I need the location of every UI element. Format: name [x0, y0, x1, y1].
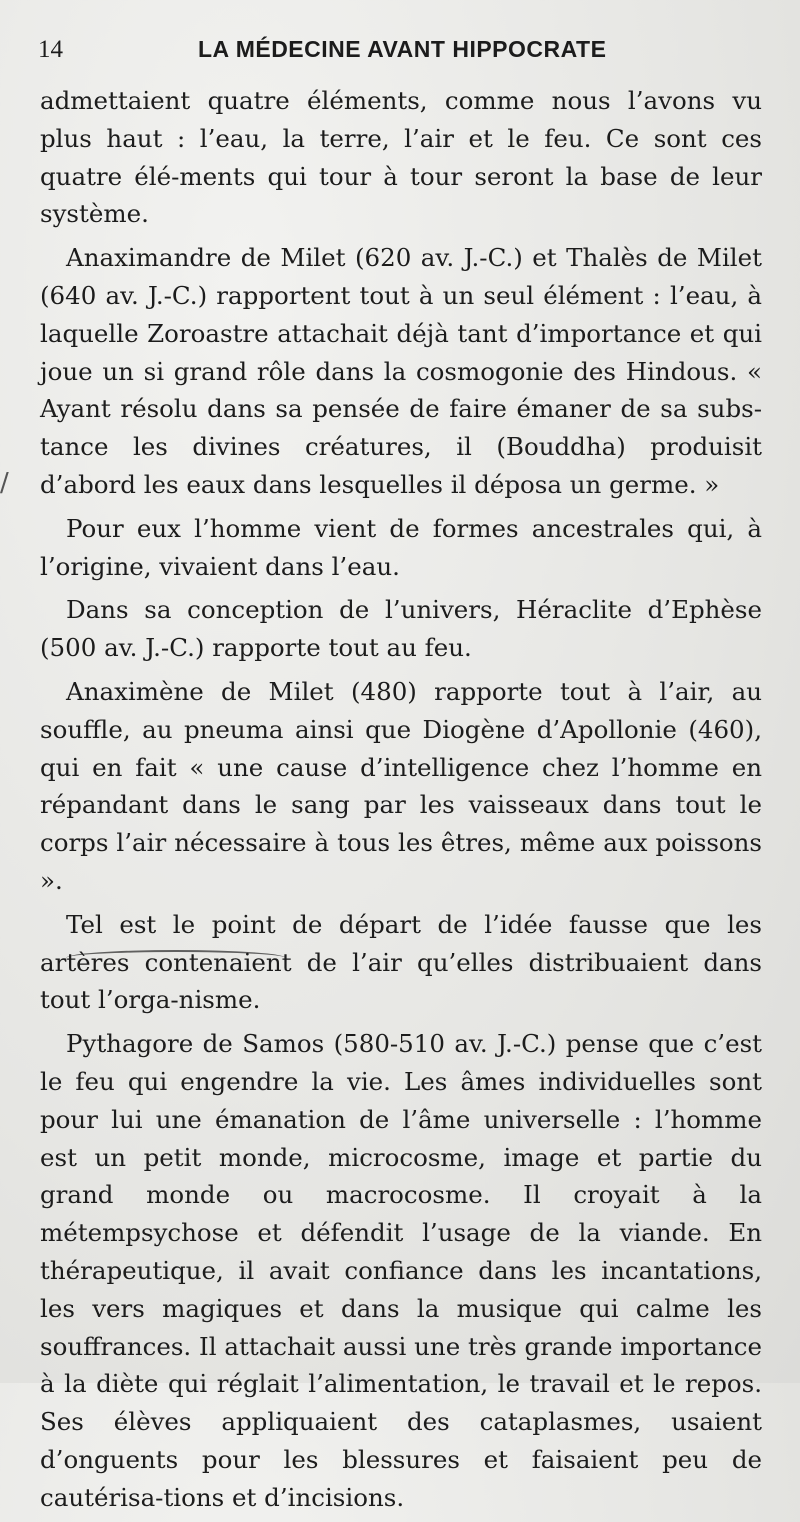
paragraph-7: Pythagore de Samos (580-510 av. J.-C.) pense que c’est le feu qui engendre la vie. Les âmes individuelles sont pour lui une émanation de l’âme universelle : l’homme est un petit monde, microcosme, image et partie du grand monde ou macrocosme. Il croyait à la métempsychose et défendit l’usage de la viande. En thérapeutique, il avait confiance dans les incantations, les vers magiques et dans la musique qui calme les souffrances. Il attachait aussi une très grande importance à la diète qui réglait l’alimentation, le travail et le repos. Ses élèves appliquaient des cataplasmes, usaient d’onguents pour les blessures et faisaient peu de cautérisa-tions et d’incisions.	[40, 1029, 762, 1512]
paragraph-2: Anaximandre de Milet (620 av. J.-C.) et Thalès de Milet (640 av. J.-C.) rapportent tout à un seul élément : l’eau, à laquelle Zoroastre attachait déjà tant d’importance et qui joue un si grand rôle dans la cosmogonie des Hindous. « Ayant résolu dans sa pensée de faire émaner de sa subs-tance les divines créatures, il (Bouddha) produisit d’abord les eaux dans lesquelles il déposa un germe. »	[40, 243, 762, 499]
margin-pencil-mark: /	[0, 468, 9, 498]
page-number: 14	[38, 36, 63, 63]
paragraph-4: Dans sa conception de l’univers, Héraclite d’Ephèse (500 av. J.-C.) rapporte tout au feu.	[40, 595, 762, 663]
page-header	[38, 34, 768, 68]
paragraph-3: Pour eux l’homme vient de formes ancestrales qui, à l’origine, vivaient dans l’eau.	[40, 513, 762, 581]
running-title: LA MÉDECINE AVANT HIPPOCRATE	[198, 36, 607, 62]
paragraph-5: Anaximène de Milet (480) rapporte tout à l’air, au souffle, au pneuma ainsi que Diogène d’Apollonie (460), qui en fait « une cause d’intelligence chez l’homme en répandant dans le sang par les vaisseaux dans tout le corps l’air nécessaire à tous les êtres, même aux poissons ».	[40, 676, 762, 895]
paragraph-6: Tel est le point de départ de l’idée fausse que les artères contenaient de l’air qu’elles distribuaient dans tout l’orga-nisme.	[40, 909, 762, 1015]
page-body	[40, 82, 762, 1522]
paragraph-1: admettaient quatre éléments, comme nous l’avons vu plus haut : l’eau, la terre, l’air et le feu. Ce sont ces quatre élé-ments qui tour à tour seront la base de leur système.	[40, 86, 762, 229]
